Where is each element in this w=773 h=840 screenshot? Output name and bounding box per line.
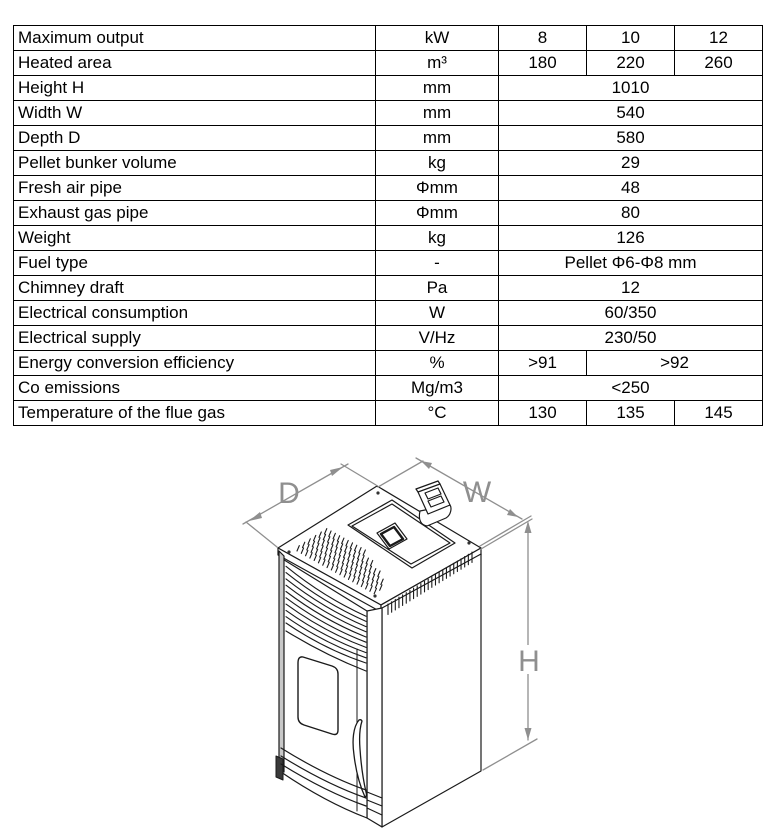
table-row: [14, 176, 763, 201]
spec-label-cell: Electrical supply: [14, 326, 376, 351]
table-row: [14, 376, 763, 401]
table-row: [14, 351, 763, 376]
spec-value-cell: 48: [499, 176, 763, 201]
spec-value-cell: >91: [499, 351, 587, 376]
table-row: [14, 276, 763, 301]
height-label: H: [518, 645, 540, 678]
table-row: [14, 76, 763, 101]
spec-unit-cell: Φmm: [376, 176, 499, 201]
front-left-trim: [279, 551, 284, 772]
spec-value-cell: 145: [675, 401, 763, 426]
stove-body: [276, 481, 481, 827]
spec-value-cell: 180: [499, 51, 587, 76]
spec-label-cell: Weight: [14, 226, 376, 251]
spec-label-cell: Electrical consumption: [14, 301, 376, 326]
table-row: [14, 251, 763, 276]
spec-label-cell: Height H: [14, 76, 376, 101]
spec-value-cell: 135: [587, 401, 675, 426]
spec-unit-cell: kg: [376, 151, 499, 176]
spec-value-cell: 130: [499, 401, 587, 426]
depth-label: D: [278, 477, 300, 510]
corner-post: [367, 608, 382, 827]
spec-value-cell: 29: [499, 151, 763, 176]
table-row: [14, 151, 763, 176]
table-row: [14, 401, 763, 426]
spec-label-cell: Co emissions: [14, 376, 376, 401]
width-label: W: [462, 476, 492, 509]
spec-unit-cell: %: [376, 351, 499, 376]
front-foot: [276, 756, 283, 780]
spec-value-cell: 540: [499, 101, 763, 126]
spec-unit-cell: W: [376, 301, 499, 326]
control-panel: [416, 481, 451, 526]
spec-label-cell: Heated area: [14, 51, 376, 76]
spec-unit-cell: Pa: [376, 276, 499, 301]
spec-unit-cell: mm: [376, 76, 499, 101]
table-row: [14, 226, 763, 251]
spec-value-cell: 1010: [499, 76, 763, 101]
spec-table-body: [14, 26, 763, 426]
table-row: [14, 201, 763, 226]
spec-value-cell: 60/350: [499, 301, 763, 326]
table-row: [14, 126, 763, 151]
spec-unit-cell: mm: [376, 126, 499, 151]
spec-label-cell: Energy conversion efficiency: [14, 351, 376, 376]
table-row: [14, 326, 763, 351]
spec-label-cell: Depth D: [14, 126, 376, 151]
spec-unit-cell: V/Hz: [376, 326, 499, 351]
spec-value-cell: 230/50: [499, 326, 763, 351]
table-row: [14, 101, 763, 126]
spec-value-cell: 580: [499, 126, 763, 151]
spec-value-cell: 220: [587, 51, 675, 76]
spec-value-cell: Pellet Φ6-Φ8 mm: [499, 251, 763, 276]
spec-value-cell: 10: [587, 26, 675, 51]
spec-value-cell: 12: [675, 26, 763, 51]
spec-value-cell: 260: [675, 51, 763, 76]
spec-value-cell: <250: [499, 376, 763, 401]
spec-label-cell: Exhaust gas pipe: [14, 201, 376, 226]
table-row: [14, 51, 763, 76]
door-window: [298, 657, 338, 735]
spec-label-cell: Fuel type: [14, 251, 376, 276]
spec-unit-cell: mm: [376, 101, 499, 126]
spec-value-cell: 12: [499, 276, 763, 301]
dimension-height: [480, 516, 540, 770]
spec-label-cell: Chimney draft: [14, 276, 376, 301]
spec-table: [13, 25, 763, 426]
spec-unit-cell: °C: [376, 401, 499, 426]
spec-label-cell: Fresh air pipe: [14, 176, 376, 201]
spec-label-cell: Pellet bunker volume: [14, 151, 376, 176]
spec-unit-cell: Φmm: [376, 201, 499, 226]
spec-value-cell: 80: [499, 201, 763, 226]
spec-label-cell: Temperature of the flue gas: [14, 401, 376, 426]
spec-unit-cell: m³: [376, 51, 499, 76]
spec-value-cell: 126: [499, 226, 763, 251]
spec-unit-cell: kW: [376, 26, 499, 51]
table-row: [14, 301, 763, 326]
spec-value-cell: >92: [587, 351, 763, 376]
spec-label-cell: Width W: [14, 101, 376, 126]
spec-unit-cell: kg: [376, 226, 499, 251]
spec-unit-cell: -: [376, 251, 499, 276]
spec-value-cell: 8: [499, 26, 587, 51]
stove-isometric-drawing: [0, 440, 773, 840]
table-row: [14, 26, 763, 51]
spec-label-cell: Maximum output: [14, 26, 376, 51]
spec-unit-cell: Mg/m3: [376, 376, 499, 401]
